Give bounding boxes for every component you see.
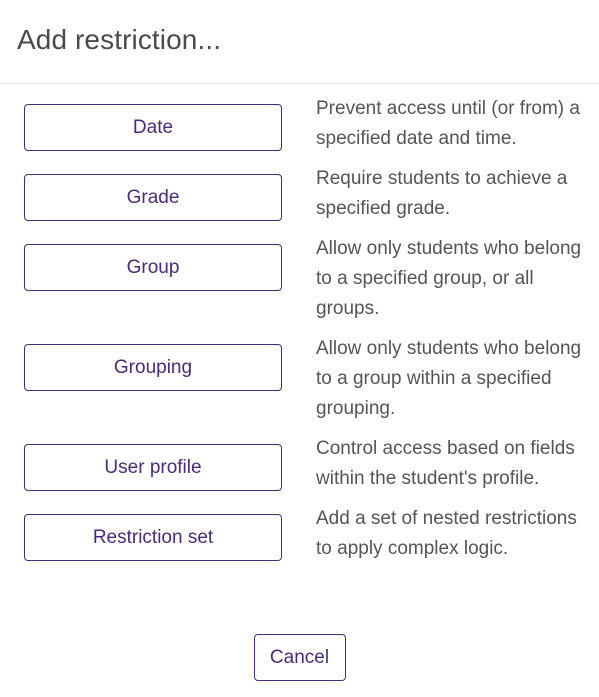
user-profile-description: Control access based on fields within the student's profile. xyxy=(316,438,575,489)
dialog-header xyxy=(0,0,599,84)
group-button[interactable]: Group xyxy=(24,244,282,291)
date-button[interactable]: Date xyxy=(24,104,282,151)
date-description: Prevent access until (or from) a specified date and time. xyxy=(316,98,580,149)
restriction-set-description: Add a set of nested restrictions to apply complex logic. xyxy=(316,508,577,559)
grouping-button[interactable]: Grouping xyxy=(24,344,282,391)
cancel-button[interactable]: Cancel xyxy=(254,634,346,681)
grade-description: Require students to achieve a specified grade. xyxy=(316,168,568,219)
dialog-title: Add restriction... xyxy=(17,24,222,55)
dialog-footer xyxy=(0,634,599,681)
user-profile-button[interactable]: User profile xyxy=(24,444,282,491)
group-description: Allow only students who belong to a specified group, or all groups. xyxy=(316,238,582,319)
restriction-set-button[interactable]: Restriction set xyxy=(24,514,282,561)
grouping-description: Allow only students who belong to a group within a specified grouping. xyxy=(316,338,582,419)
grade-button[interactable]: Grade xyxy=(24,174,282,221)
